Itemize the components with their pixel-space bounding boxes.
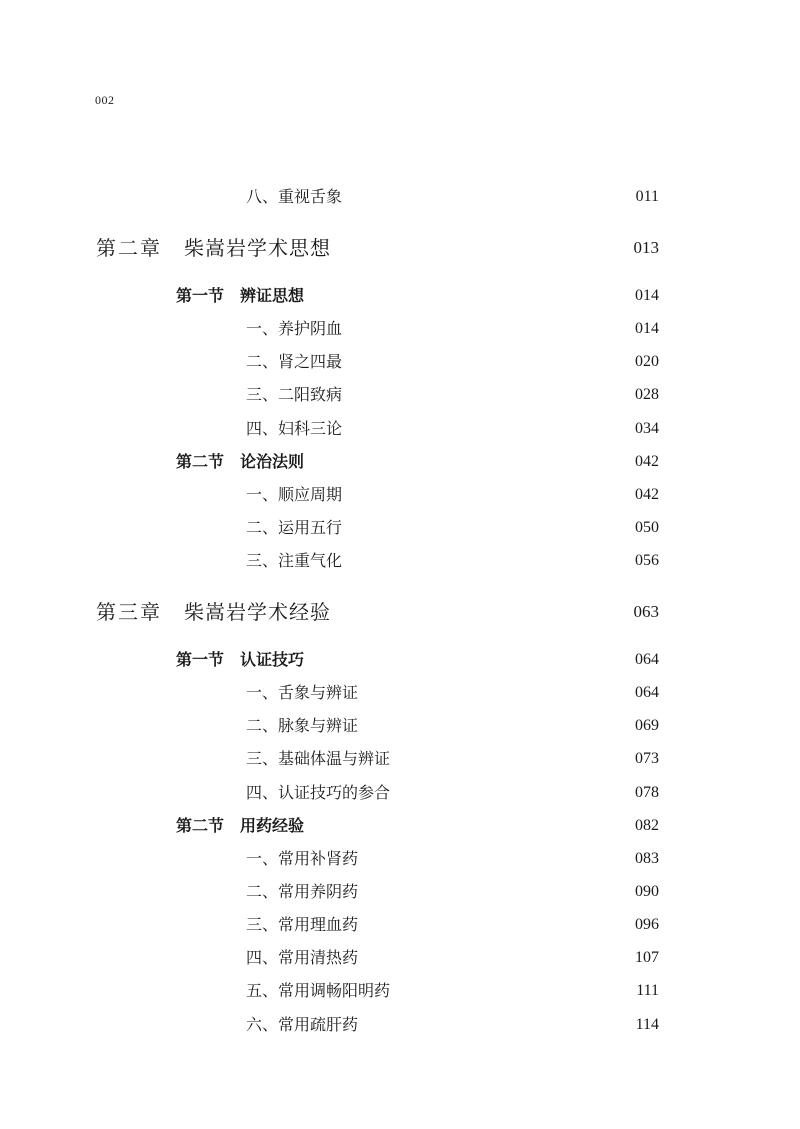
section-name: 用药经验 <box>240 816 305 835</box>
toc-page-number: 014 <box>635 320 659 337</box>
section-label: 第二节 <box>176 816 225 835</box>
chapter-name: 柴嵩岩学术经验 <box>184 600 331 624</box>
section-label: 第一节 <box>176 286 225 305</box>
toc-page-number: 034 <box>635 420 659 437</box>
toc-page-number: 064 <box>635 684 659 701</box>
section-label: 第一节 <box>176 650 225 669</box>
toc-item <box>0 678 800 708</box>
toc-page-number: 078 <box>635 784 659 801</box>
toc-item <box>0 314 800 344</box>
toc-section <box>0 645 800 675</box>
toc-page-number: 011 <box>635 188 659 205</box>
toc-item <box>0 844 800 874</box>
toc-item-title: 一、养护阴血 <box>246 319 343 338</box>
toc-section-title <box>176 281 304 311</box>
toc-item-title: 三、二阳致病 <box>246 385 343 404</box>
toc-chapter-title <box>96 597 331 627</box>
toc-item <box>0 380 800 410</box>
chapter-label: 第二章 <box>96 236 162 260</box>
toc-page-number: 096 <box>635 916 659 933</box>
toc-page-number: 042 <box>635 486 659 503</box>
toc-item-title: 二、常用养阴药 <box>246 882 359 901</box>
toc-section-title <box>176 811 304 841</box>
toc-item-title: 三、注重气化 <box>246 551 343 570</box>
toc-item-title: 三、常用理血药 <box>246 915 359 934</box>
toc-item <box>0 1010 800 1040</box>
toc-chapter-title <box>96 233 331 263</box>
toc-item <box>0 943 800 973</box>
toc-page-number: 083 <box>635 850 659 867</box>
section-name: 认证技巧 <box>240 650 305 669</box>
section-name: 论治法则 <box>240 452 305 471</box>
toc-chapter <box>0 597 800 627</box>
toc-item-title: 二、运用五行 <box>246 518 343 537</box>
toc-item <box>0 877 800 907</box>
toc-page-number: 063 <box>633 602 659 621</box>
toc-page-number: 090 <box>635 883 659 900</box>
toc-item-title: 四、认证技巧的参合 <box>246 783 391 802</box>
toc-page-number: 013 <box>633 238 659 257</box>
toc-page-number: 064 <box>635 651 659 668</box>
toc-section <box>0 281 800 311</box>
toc-page-number: 069 <box>635 717 659 734</box>
toc-item-title: 一、舌象与辨证 <box>246 683 359 702</box>
toc-item-title: 二、肾之四最 <box>246 352 343 371</box>
toc-item <box>0 744 800 774</box>
toc-item <box>0 347 800 377</box>
toc-item <box>0 513 800 543</box>
toc-item <box>0 546 800 576</box>
chapter-label: 第三章 <box>96 600 162 624</box>
toc-page-number: 082 <box>635 817 659 834</box>
toc-section-title <box>176 645 304 675</box>
toc-page-number: 107 <box>635 949 659 966</box>
toc-page-number: 028 <box>635 386 659 403</box>
toc-section <box>0 447 800 477</box>
toc-item <box>0 480 800 510</box>
toc-item <box>0 711 800 741</box>
toc-page-number: 114 <box>635 1016 659 1033</box>
toc-page-number: 050 <box>635 519 659 536</box>
toc-item-title: 五、常用调畅阳明药 <box>246 981 391 1000</box>
toc-page-number: 111 <box>636 982 659 999</box>
toc-page-number: 042 <box>635 453 659 470</box>
toc-item <box>0 976 800 1006</box>
toc-section <box>0 811 800 841</box>
toc-item-title: 四、常用清热药 <box>246 948 359 967</box>
toc-item-title: 一、常用补肾药 <box>246 849 359 868</box>
toc-chapter <box>0 233 800 263</box>
toc-item-title: 八、重视舌象 <box>246 187 343 206</box>
toc-item-title: 四、妇科三论 <box>246 419 343 438</box>
toc-item-title: 六、常用疏肝药 <box>246 1015 359 1034</box>
section-label: 第二节 <box>176 452 225 471</box>
toc-page-number: 014 <box>635 287 659 304</box>
toc-item <box>0 778 800 808</box>
toc-page-number: 020 <box>635 353 659 370</box>
toc-section-title <box>176 447 304 477</box>
toc-item-title: 二、脉象与辨证 <box>246 716 359 735</box>
chapter-name: 柴嵩岩学术思想 <box>184 236 331 260</box>
page-number: 002 <box>95 93 115 107</box>
toc-item-title: 一、顺应周期 <box>246 485 343 504</box>
section-name: 辨证思想 <box>240 286 305 305</box>
toc-page-number: 073 <box>635 750 659 767</box>
toc-item <box>0 910 800 940</box>
toc-item <box>0 414 800 444</box>
toc-page-number: 056 <box>635 552 659 569</box>
toc-item <box>0 182 800 212</box>
toc-item-title: 三、基础体温与辨证 <box>246 749 391 768</box>
